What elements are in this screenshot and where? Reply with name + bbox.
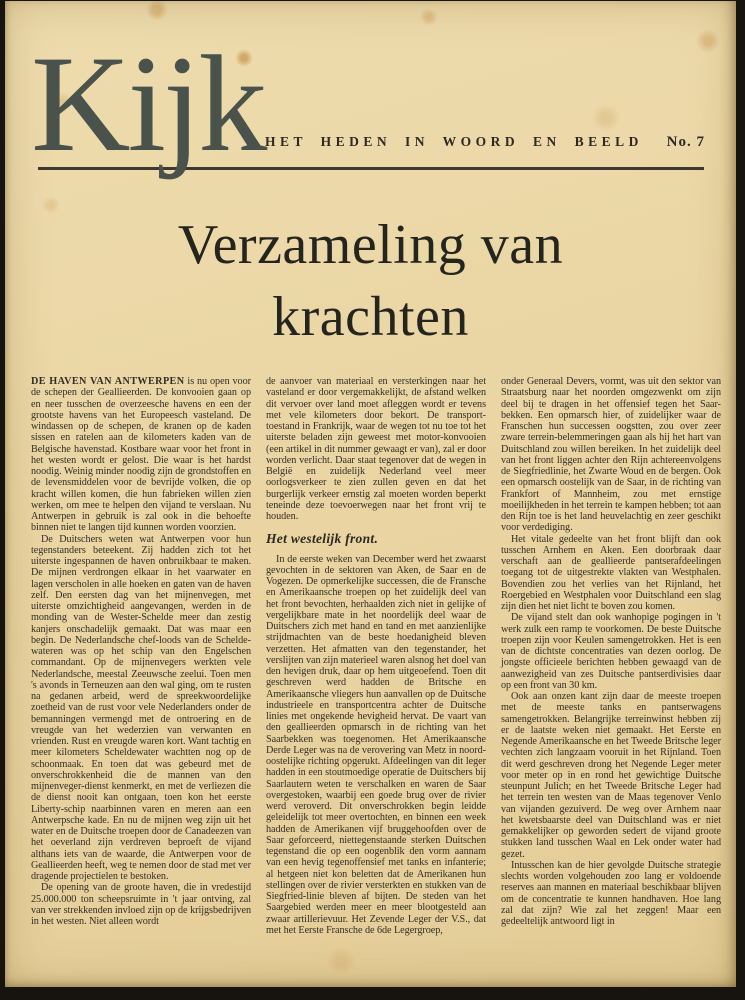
paragraph bbox=[31, 376, 251, 534]
column-3 bbox=[501, 376, 721, 936]
paragraph: In de eerste weken van December werd het zwaarst gevochten in de sektoren van Aken, de Saar en de Vogezen. De opmerkelijke successen, die de Fransche en Amerikaansche troepen op het zuidelijk deel van het front bevochten, herhaalden zich niet in gelijke of vergelijkbare mate in het noordelijk deel waar de Duitschers zich met hand en tand en met aanzienlijke strijdmachten van de beste hoedanigheid bleven verzetten. Het afmatten van den tegenstander, het verslijten van zijn materieel waren alsnog het doel van den hevigen druk, daar op hem uitgeoefend. Toen dit geschreven werd hadden de Britsche en Amerikaansche vliegers hun aanvallen op de Duitsche industrieele en transportcentra achter de Duitsche linies met ongekende hevigheid hervat. De vaart van den geallieerden opmarsch in de richting van het Saarbekken was toegenomen. Het Amerikaansche Derde Leger was na de verovering van Metz in noord-oostelijke richting opgerukt. Afdeelingen van dit leger hadden in een stoutmoedige operatie de Duitschers bij Saarlautern weten te verschalken en waren de Saar overgestoken, waarbij een goede brug over de rivier werd veroverd. Dit onverschrokken begin leidde geleidelijk tot meer overtochten, en binnen een week hadden de Amerikanen vijf bruggehoofden over de Saar geforceerd, niettegenstaande sterken Duitschen tegenstand die op een oogenblik den vorm aannam van een hevig tegenoffensief met tanks en infanterie; al hetgeen niet kon beletten dat de Amerikanen hun stellingen over de rivier versterkten en stukken van de Siegfried-linie bleven af bijten. De steden van het Saargebied werden meer en meer blootgesteld aan zwaar artillerievuur. Het Zevende Leger der V.S., dat met het Eerste Fransche de 6de Legergroep, bbox=[266, 553, 486, 936]
column-1 bbox=[31, 376, 251, 936]
article-body bbox=[31, 376, 721, 936]
magazine-page bbox=[5, 1, 736, 987]
paragraph: De vijand stelt dan ook wanhopige pogingen in 't werk zulk een ramp te voorkomen. De beste Duitsche troepen zijn voor Keulen samengetrokken. Het is een van de dichtste concentraties van dezen oorlog. De jongste officieele berichten hebben gewaagd van de aanwezigheid van zes Duitsche pantserdivisies daar op een front van 30 km. bbox=[501, 612, 721, 691]
paragraph-text: is nu open voor de schepen der Geallieerden. De konvooien gaan op en neer tusschen de overzeesche havens en een der grootste havens van het Europeesch vasteland. De windassen op de schepen, de kranen op de kaden sissen en ratelen aan de kilometers kaden van de Belgische havenstad. Kostbare waar voor het front in het westen wordt er gelost. Die waar is het hardst noodig. Weinig minder noodig zijn de grondstoffen en de levensmiddelen voor de bevrijde volken, die op kracht willen komen, die hun fabrieken willen zien werken, om mee te helpen den vijand te verslaan. Nu Antwerpen in gebruik is zal ook in die behoefte binnen niet te langen tijd kunnen worden voorzien. bbox=[31, 376, 251, 534]
paragraph: Ook aan onzen kant zijn daar de meeste troepen met de meeste tanks en pantserwagens samengetrokken. Belangrijke terreinwinst hebben zij er de laatste weken niet gemaakt. Het Eerste en Negende Amerikaansche en het Tweede Britsche leger vechten zich langzaam vooruit in het Rijnland. Toen dit werd geschreven drong het Negende Leger meter voor meter op in en rond het gewichtige Duitsche steunpunt Julich; en het Tweede Britsche Leger had het terrein ten westen van de Maas tegenover Venlo van vijanden gezuiverd. De weg over Arnhem naar het kwetsbaarste deel van Duitschland was er niet gemakkelijker op geworden sedert de vijand groote stukken land tusschen Waal en Lek onder water had gezet. bbox=[501, 691, 721, 860]
paragraph: De opening van de groote haven, die in vredestijd 25.000.000 ton scheepsruimte in 't jaar ontving, zal van ver strekkenden invloed zijn op de krijgsbedrijven in het westen. Niet alleen wordt bbox=[31, 882, 251, 927]
paragraph: onder Generaal Devers, vormt, was uit den sektor van Straatsburg naar het noorden omgezwenkt om zijn deel bij te dragen in het offensief tegen het Saar-bekken. Een opmarsch hier, of zuidelijker waar de Franschen hun successen oogstten, zou over zeer zware terrein-belemmeringen gaan als hij het hart van Duitschland zou willen bereiken. In het zuidelijk deel van het front liggen achter den Rijn achtereenvolgens de Siegfriedlinie, het Zwarte Woud en de bergen. Ook een opmarsch oostelijk van de Saar, in de richting van Frankfort of Mannheim, zou met ernstige moeilijkheden in het terrein te kampen hebben; tot aan den Rijn toe is het land heuvelachtig en zeer geschikt voor verdediging. bbox=[501, 376, 721, 534]
paragraph: Het vitale gedeelte van het front blijft dan ook tusschen Arnhem en Aken. Een doorbraak daar verschaft aan de geallieerde pantserafdeelingen toegang tot de uitgestrekte vlakten van Westphalen. Bovendien zou het verlies van het Rijnland, het Roergebied en Westphalen voor Duitschland een slag zijn dien het niet licht te boven zou komen. bbox=[501, 533, 721, 612]
paragraph: Intusschen kan de hier gevolgde Duitsche strategie slechts worden volgehouden zoo lang er voldoende reserves aan mannen en materiaal beschikbaar blijven om de concentratie te kunnen handhaven. Hoe lang zal dat zijn? Wie zal het zeggen! Maar een gedeeltelijk antwoord ligt in bbox=[501, 859, 721, 927]
column-2 bbox=[266, 376, 486, 936]
article-headline bbox=[5, 209, 736, 353]
paragraph: De Duitschers weten wat Antwerpen voor hun tegenstanders beteekent. Zij hadden zich tot het uiterste ingespannen de haven onbruikbaar te maken. De mijnen verdrongen elkaar in het vaarwater en lagen verscholen in alle hoeken en gaten van de haven zelf. Den eersten dag van het mijnenvegen, met uiterste omzichtigheid aangevangen, werden in de monding van de Wester-Schelde meer dan zestig kanjers onschadelijk gemaakt. Dat was maar een begin. De Nederlandsche chef-loods van de Schelde-wateren was op het schip van den Engelschen commandant. Op de mijnenvegers werkten vele Nederlandsche, meestal Zeeuwsche zeelui. Toen men 's avonds in Terneuzen aan den wal ging, om te rusten na gedanen arbeid, werd de spreekwoordelijke zoetheid van de rust voor vele Nederlanders onder de bemanningen vermengd met de ontroering en de vreugde van het wederzien van verwanten en vrienden. Rust en vreugde waren kort. Want tachtig en meer kilometers Scheldewater wachtten nog op de schoonmaak. En toen dat was gebeurd met de onverschrokkenheid die de mannen van den mijnenveger-dienst kenmerkt, en met de verliezen die de dienst nooit kan ontgaan, toen kon het eerste Liberty-schip naarbinnen varen en meren aan een Antwerpsche kade. En nu de mijnen weg zijn uit het water en de Duitsche troepen door de Canadeezen van het oeverland zijn verdreven beproeft de vijand althans iets van de waarde, die Antwerpen voor de Geallieerden heeft, weg te nemen door de stad met ver dragende projectielen te bestoken. bbox=[31, 533, 251, 882]
paragraph: de aanvoer van materiaal en versterkingen naar het vasteland er door vergemakkelijkt, de afstand welken dit vervoer over land moet afleggen wordt er tevens met vele kilometers door bekort. De transport-toestand in Frankrijk, waar de wegen tot nu toe tot het uiterste beladen zijn geweest met motor-konvooien (een artikel in dit nummer gewaagt er van), zal er door worden verlicht. Daar staat tegenover dat de wegen in België en zuidelijk Nederland veel meer oorlogsverkeer te zien zullen geven en dat het burgerlijk verkeer ernstig zal moeten worden beperkt teneinde deze toevoerwegen naar het front vrij te houden. bbox=[266, 376, 486, 522]
issue-number: No. 7 bbox=[666, 134, 705, 150]
headline-line-2: krachten bbox=[272, 286, 469, 348]
headline-line-1: Verzameling van bbox=[177, 214, 564, 276]
section-subhead: Het westelijk front. bbox=[266, 531, 379, 547]
lead-in-caps: DE HAVEN VAN ANTWERPEN bbox=[31, 376, 185, 387]
magazine-title: Kijk bbox=[31, 27, 265, 180]
magazine-tagline: HET HEDEN IN WOORD EN BEELD bbox=[265, 134, 643, 149]
masthead-row bbox=[265, 134, 705, 151]
